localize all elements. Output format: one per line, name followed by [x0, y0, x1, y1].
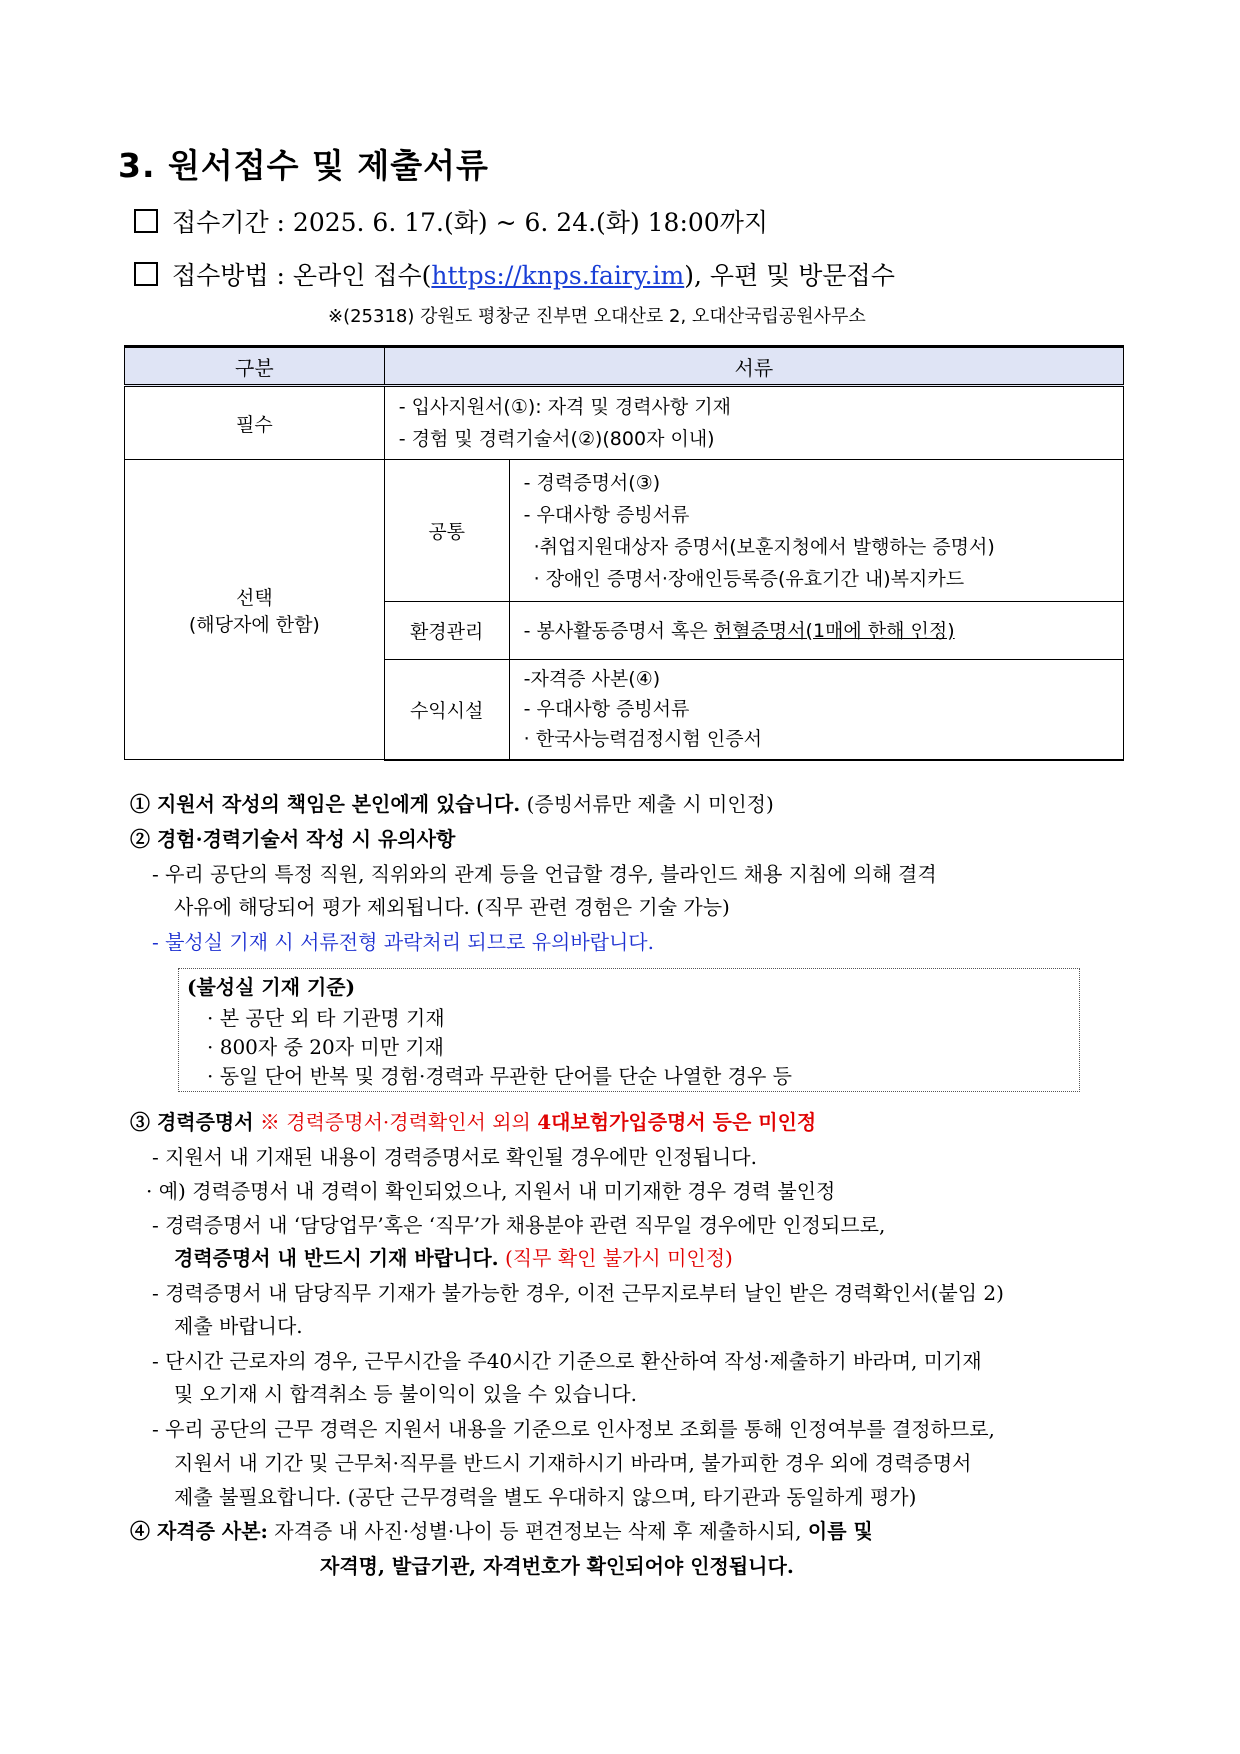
env-item-text: - 봉사활동증명서 혹은	[523, 619, 714, 642]
note-3-line: - 지원서 내 기재된 내용이 경력증명서로 확인될 경우에만 인정됩니다.	[152, 1145, 757, 1169]
method-text-before: 접수방법 : 온라인 접수(	[172, 261, 432, 290]
subcategory-revenue: 수익시설	[384, 660, 509, 760]
note-1-bold: ① 지원서 작성의 책임은 본인에게 있습니다.	[130, 792, 521, 816]
note-4	[130, 1515, 873, 1544]
list-item: · 장애인 증명서·장애인등록증(유효기간 내)복지카드	[533, 567, 965, 590]
subcategory-common: 공통	[384, 460, 509, 602]
note-3-line: 제출 바랍니다.	[174, 1314, 303, 1338]
note-3-line: - 경력증명서 내 ‘담당업무’혹은 ‘직무’가 채용분야 관련 직무일 경우에만 인정되므로,	[152, 1213, 886, 1237]
common-items	[509, 460, 1123, 602]
note-4-rest: 자격증 내 사진·성별·나이 등 편견정보는 삭제 후 제출하시되,	[267, 1519, 808, 1543]
subcategory-env: 환경관리	[384, 602, 509, 660]
note-3-line: - 경력증명서 내 담당직무 기재가 불가능한 경우, 이전 근무지로부터 날인 받은 경력확인서(붙임 2)	[152, 1281, 1004, 1305]
category-optional	[125, 460, 385, 760]
note-4-line-2: 자격명, 발급기관, 자격번호가 확인되어야 인정됩니다.	[320, 1554, 794, 1578]
list-item: - 경험 및 경력기술서(②)(800자 이내)	[398, 428, 715, 450]
list-item: - 우대사항 증빙서류	[523, 503, 690, 526]
list-item: - 우대사항 증빙서류	[523, 698, 690, 721]
note-3-red: ※ 경력증명서·경력확인서 외의	[253, 1110, 538, 1134]
note-3-line: 및 오기재 시 합격취소 등 불이익이 있을 수 있습니다.	[174, 1382, 637, 1406]
documents-table	[124, 345, 1124, 761]
period-text: 접수기간 : 2025. 6. 17.(화) ~ 6. 24.(화) 18:00까지	[172, 208, 768, 237]
note-4-bold-2: 이름 및	[807, 1519, 873, 1543]
list-item: ·취업지원대상자 증명서(보훈지청에서 발행하는 증명서)	[533, 535, 995, 558]
env-item-underlined: 헌혈증명서(1매에 한해 인정)	[713, 619, 955, 642]
note-3-line: · 예) 경력증명서 내 경력이 확인되었으나, 지원서 내 미기재한 경우 경력 불인정	[146, 1179, 836, 1203]
criteria-box	[178, 968, 1080, 1092]
application-link[interactable]: https://knps.fairy.im	[431, 261, 685, 290]
note-2-warning: - 불성실 기재 시 서류전형 과락처리 되므로 유의바랍니다.	[152, 930, 654, 954]
required-items	[384, 386, 1123, 460]
category-optional-sub: (해당자에 한함)	[188, 613, 320, 636]
period-line	[134, 203, 768, 239]
method-text-after: ), 우편 및 방문접수	[684, 261, 895, 290]
note-3-line	[174, 1242, 733, 1271]
square-bullet-icon	[134, 262, 158, 286]
category-optional-label: 선택	[236, 586, 273, 609]
note-3-bold: 경력증명서 내 반드시 기재 바랍니다.	[174, 1246, 499, 1270]
address-note: ※(25318) 강원도 평창군 진부면 오대산로 2, 오대산국립공원사무소	[328, 306, 866, 327]
note-3-header	[130, 1106, 816, 1135]
note-3-line: - 우리 공단의 근무 경력은 지원서 내용을 기준으로 인사정보 조회를 통해 인정여부를 결정하므로,	[152, 1417, 995, 1441]
square-bullet-icon	[134, 209, 158, 233]
header-documents: 서류	[384, 347, 1123, 386]
note-2-title: ② 경험·경력기술서 작성 시 유의사항	[130, 827, 456, 851]
method-line	[134, 256, 895, 292]
note-3-title: ③ 경력증명서	[130, 1110, 254, 1134]
criteria-title: (불성실 기재 기준)	[187, 975, 356, 999]
list-item: · 한국사능력검정시험 인증서	[523, 728, 762, 751]
header-category: 구분	[125, 347, 385, 386]
note-1	[130, 788, 774, 817]
table-header-row	[125, 347, 1124, 386]
note-3-line: 지원서 내 기간 및 근무처·직무를 반드시 기재하시기 바라며, 불가피한 경우 외에 경력증명서	[174, 1451, 972, 1475]
note-3-red-bold: 4대보험가입증명서 등은 미인정	[537, 1110, 817, 1134]
table-row-common	[125, 460, 1124, 602]
list-item: - 경력증명서(③)	[523, 471, 661, 494]
list-item: -자격증 사본(④)	[523, 668, 661, 691]
note-2-line-2: 사유에 해당되어 평가 제외됩니다. (직무 관련 경험은 기술 가능)	[174, 895, 730, 919]
env-items	[509, 602, 1123, 660]
note-2-line-1: - 우리 공단의 특정 직원, 직위와의 관계 등을 언급할 경우, 블라인드 채용 지침에 의해 결격	[152, 862, 937, 886]
list-item: - 입사지원서(①): 자격 및 경력사항 기재	[398, 396, 732, 418]
category-required: 필수	[125, 386, 385, 460]
note-3-line: - 단시간 근로자의 경우, 근무시간을 주40시간 기준으로 환산하여 작성·제출하기 바라며, 미기재	[152, 1349, 982, 1373]
note-3-line: 제출 불필요합니다. (공단 근무경력을 별도 우대하지 않으며, 타기관과 동일하게 평가)	[174, 1485, 917, 1509]
criteria-item: · 본 공단 외 타 기관명 기재	[207, 1006, 445, 1030]
table-row-required	[125, 386, 1124, 460]
revenue-items	[509, 660, 1123, 760]
note-4-bold: ④ 자격증 사본:	[130, 1519, 268, 1543]
section-title: 3. 원서접수 및 제출서류	[118, 146, 489, 185]
criteria-item: · 800자 중 20자 미만 기재	[207, 1035, 445, 1059]
note-1-rest: (증빙서류만 제출 시 미인정)	[520, 792, 774, 816]
criteria-item: · 동일 단어 반복 및 경험·경력과 무관한 단어를 단순 나열한 경우 등	[207, 1064, 792, 1088]
note-3-red-line: (직무 확인 불가시 미인정)	[498, 1246, 733, 1270]
